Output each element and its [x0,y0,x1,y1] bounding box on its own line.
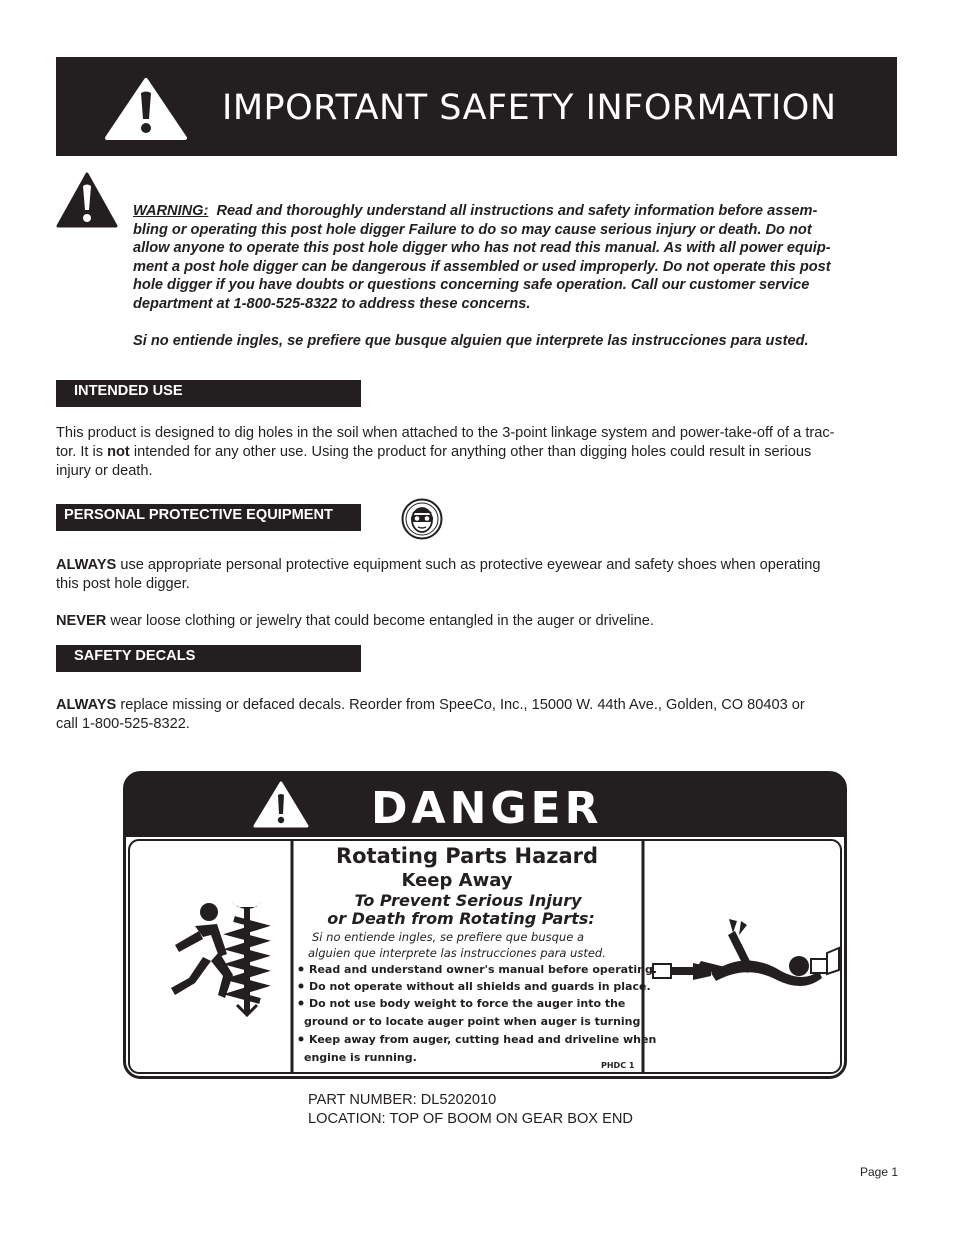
warning-line: bling or operating this post hole digger Failure to do so may cause serious injury or death. Do not [133,221,812,238]
decal-code: PHDC 1 [601,1061,635,1070]
intended-use-line: injury or death. [56,463,153,479]
spanish-notice: Si no entiende ingles, se prefiere que busque a [312,930,585,944]
banner-title: IMPORTANT SAFETY INFORMATION [222,88,837,128]
intended-use-line [56,443,896,462]
text-segment: tor. It is [56,444,108,460]
ppe-header: PERSONAL PROTECTIVE EQUIPMENT [56,504,361,531]
bullet-icon [299,1037,304,1042]
bold-never: NEVER [56,613,107,629]
danger-signal-word: DANGER [371,783,603,834]
warning-line: department at 1-800-525-8322 to address these concerns. [133,295,531,312]
danger-decal [123,771,847,1079]
bold-always: ALWAYS [56,697,117,713]
decals-paragraph [56,696,896,734]
warning-line: allow anyone to operate this post hole digger who has not read this manual. As with all power equip- [133,240,831,257]
safety-decals-header: SAFETY DECALS [56,645,361,672]
decal-bullet: engine is running. [304,1051,417,1064]
warning-spanish: Si no entiende ingles, se prefiere que busque alguien que interprete las instrucciones para usted. [133,333,809,349]
text-segment: use appropriate personal protective equipment such as protective eyewear and safety shoes when operating [116,557,821,573]
text-segment: this post hole digger. [56,576,190,592]
safety-goggles-icon [401,498,443,540]
warning-label: WARNING: [133,203,209,219]
bullet-icon [299,984,304,989]
decal-bullet: Do not operate without all shields and guards in place. [309,980,651,993]
text-segment: intended for any other use. Using the product for anything other than digging holes could result in serious [129,444,812,460]
text-segment: call 1-800-525-8322. [56,716,190,732]
part-location: LOCATION: TOP OF BOOM ON GEAR BOX END [308,1111,633,1127]
part-number: PART NUMBER: DL5202010 [308,1092,497,1108]
intended-use-paragraph [56,424,896,481]
warning-triangle-icon [104,77,188,141]
decal-bullet: Do not use body weight to force the auger into the [309,997,626,1010]
prevent-injury-text: To Prevent Serious Injury [354,891,582,910]
decal-bullet: ground or to locate auger point when auger is turning. [304,1015,645,1028]
part-info [308,1091,633,1129]
text-segment: wear loose clothing or jewelry that could become entangled in the auger or driveline. [106,613,654,629]
spanish-notice: alguien que interprete las instrucciones para usted. [308,946,606,960]
warning-triangle-icon [56,172,118,228]
hazard-title: Rotating Parts Hazard [335,844,599,868]
ppe-always-paragraph [56,556,896,594]
intended-use-line: This product is designed to dig holes in the soil when attached to the 3-point linkage system and power-take-off of a trac- [56,425,835,441]
prevent-injury-text: or Death from Rotating Parts: [327,909,595,928]
warning-paragraph [133,202,893,314]
bullet-icon [299,967,304,972]
warning-line: hole digger if you have doubts or questions concerning safe operation. Call our customer service [133,277,810,294]
bullet-icon [299,1001,304,1006]
bold-not: not [107,444,130,460]
keep-away-text: Keep Away [401,870,513,891]
warning-line: Read and thoroughly understand all instructions and safety information before assem- [216,203,818,219]
decal-bullet: Keep away from auger, cutting head and driveline when [309,1033,657,1046]
text-segment: replace missing or defaced decals. Reorder from SpeeCo, Inc., 15000 W. 44th Ave., Golden, CO 80403 or [116,697,805,713]
intended-use-header: INTENDED USE [56,380,361,407]
warning-line: ment a post hole digger can be dangerous if assembled or used improperly. Do not operate this post [133,258,831,275]
bold-always: ALWAYS [56,557,117,573]
decal-bullet: Read and understand owner's manual before operating. [309,963,657,976]
ppe-never-paragraph [56,612,896,631]
page-number: Page 1 [860,1165,899,1179]
